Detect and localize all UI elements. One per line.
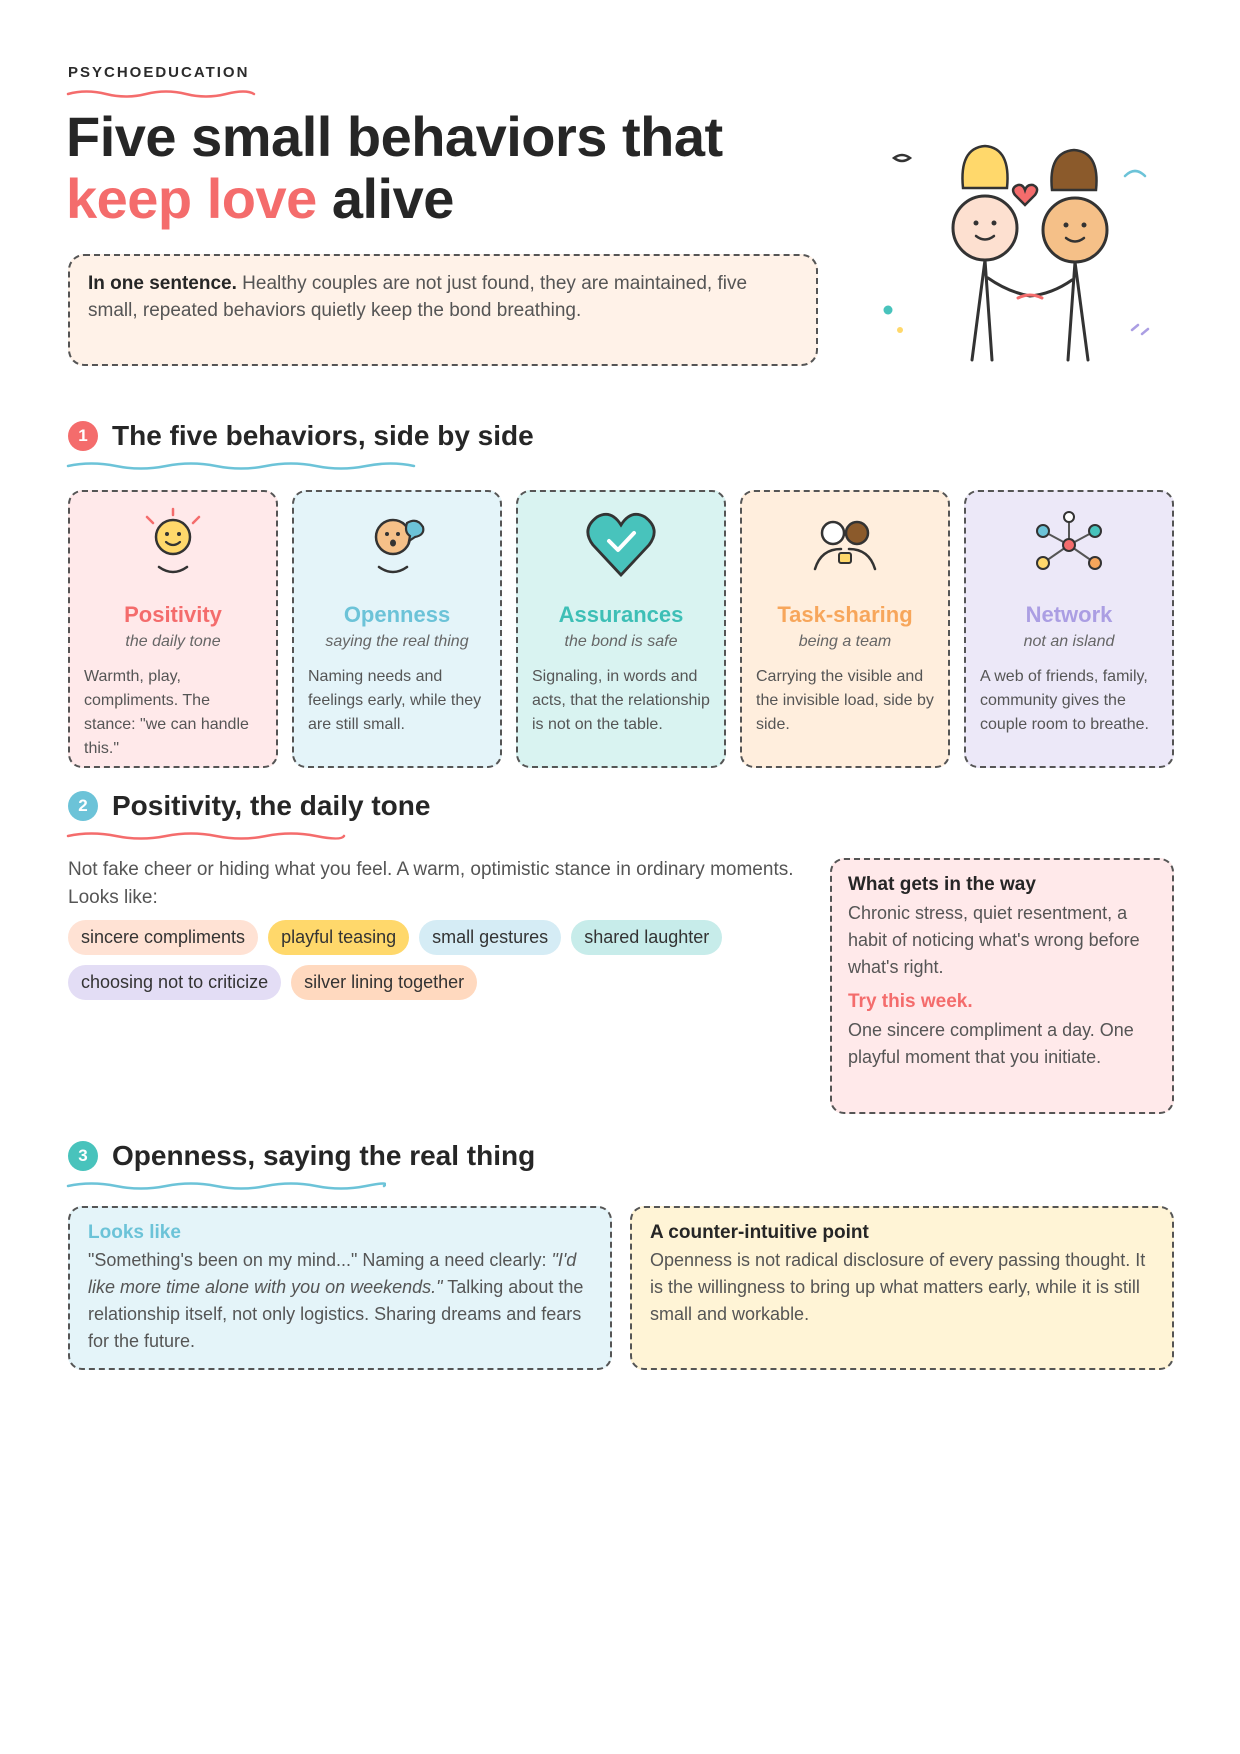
openness-looks-like-box [68, 1206, 612, 1370]
card-assurances-desc: Signaling, in words and acts, that the relationship is not on the table. [532, 668, 710, 733]
counter-text: Openness is not radical disclosure of every passing thought. It is the willingness to bring up what matters early, while it is still small and workable. [650, 1250, 1146, 1324]
summary-text: Healthy couples are not just found, they are maintained, five small, repeated behaviors quietly keep the bond breathing. [88, 273, 748, 321]
card-task-sharing-desc: Carrying the visible and the invisible load, side by side. [756, 668, 934, 733]
positivity-aside-box [830, 858, 1174, 1114]
aside-try-text: One sincere compliment a day. One playful moment that you initiate. [848, 1020, 1134, 1067]
section-2-title: Positivity, the daily tone [112, 790, 431, 821]
card-positivity-desc: Warmth, play, compliments. The stance: "we can handle this." [84, 668, 249, 757]
chip-sincere-compliments: sincere compliments [68, 920, 258, 955]
section-2-header [68, 790, 430, 822]
positivity-intro: Not fake cheer or hiding what you feel. A warm, optimistic stance in ordinary moments. Looks like: [68, 859, 794, 908]
card-assurances-name: Assurances [558, 602, 684, 627]
card-network [964, 490, 1174, 768]
card-openness-desc: Naming needs and feelings early, while they are still small. [308, 668, 482, 733]
aside-text: Chronic stress, quiet resentment, a habit of noticing what's wrong before what's right. [848, 903, 1140, 977]
card-network-desc: A web of friends, family, community gives the couple room to breathe. [980, 668, 1149, 733]
looks-like-quote: "I'd like more time alone with you on weekends." [88, 1250, 577, 1297]
card-openness-name: Openness [343, 602, 451, 627]
card-assurances-sub: the bond is safe [564, 633, 678, 650]
aside-try-label: Try this week. [848, 991, 973, 1012]
card-assurances [516, 490, 726, 768]
section-2-number: 2 [68, 791, 98, 821]
chip-silver-lining-together: silver lining together [291, 965, 477, 1000]
kicker-squiggle [66, 88, 256, 100]
looks-like-text-1: "Something's been on my mind..." Naming a need clearly: [88, 1250, 552, 1270]
chip-playful-teasing: playful teasing [268, 920, 409, 955]
card-positivity-name: Positivity [124, 602, 222, 627]
card-task-sharing [740, 490, 950, 768]
chip-small-gestures: small gestures [419, 920, 561, 955]
section-3-title: Openness, saying the real thing [112, 1140, 536, 1171]
looks-like-text-2: Talking about the relationship itself, not only logistics. Sharing dreams and fears for the future. [88, 1277, 584, 1351]
speaking-face-icon [357, 507, 437, 583]
couple-holding-hands-illustration [880, 130, 1170, 380]
section-3-number: 3 [68, 1141, 98, 1171]
chip-shared-laughter: shared laughter [571, 920, 722, 955]
section-1-underline [66, 460, 416, 472]
card-positivity [68, 490, 278, 768]
section-1-header [68, 420, 534, 452]
title-rest: alive [316, 167, 454, 230]
summary-box [68, 254, 818, 366]
card-task-sharing-sub: being a team [798, 633, 892, 650]
section-3-underline [66, 1180, 386, 1192]
heart-check-icon [581, 507, 661, 583]
page-title [66, 106, 723, 230]
card-openness [292, 490, 502, 768]
title-line-1: Five small behaviors that [66, 105, 723, 168]
looks-like-text [88, 1247, 592, 1355]
section-3-header [68, 1140, 535, 1172]
card-openness-sub: saying the real thing [325, 633, 469, 650]
chip-choosing-not-to-criticize: choosing not to criticize [68, 965, 281, 1000]
network-icon [1029, 507, 1109, 583]
card-network-name: Network [1025, 602, 1113, 627]
behaviors-card-row [68, 490, 1174, 768]
positivity-chip-list [68, 920, 808, 1000]
card-network-sub: not an island [1023, 633, 1115, 650]
smiling-face-icon [133, 507, 213, 583]
two-people-icon [805, 507, 885, 583]
section-2-underline [66, 830, 346, 842]
summary-lead: In one sentence. [88, 273, 237, 294]
title-accent: keep love [66, 167, 317, 230]
card-positivity-sub: the daily tone [125, 633, 221, 650]
section-1-number: 1 [68, 421, 98, 451]
counter-heading: A counter-intuitive point [650, 1222, 869, 1243]
openness-counter-box [630, 1206, 1174, 1370]
looks-like-heading: Looks like [88, 1222, 181, 1243]
section-1-title: The five behaviors, side by side [112, 420, 534, 451]
aside-heading: What gets in the way [848, 874, 1036, 895]
card-task-sharing-name: Task-sharing [777, 602, 913, 627]
kicker-label: PSYCHOEDUCATION [68, 64, 250, 81]
